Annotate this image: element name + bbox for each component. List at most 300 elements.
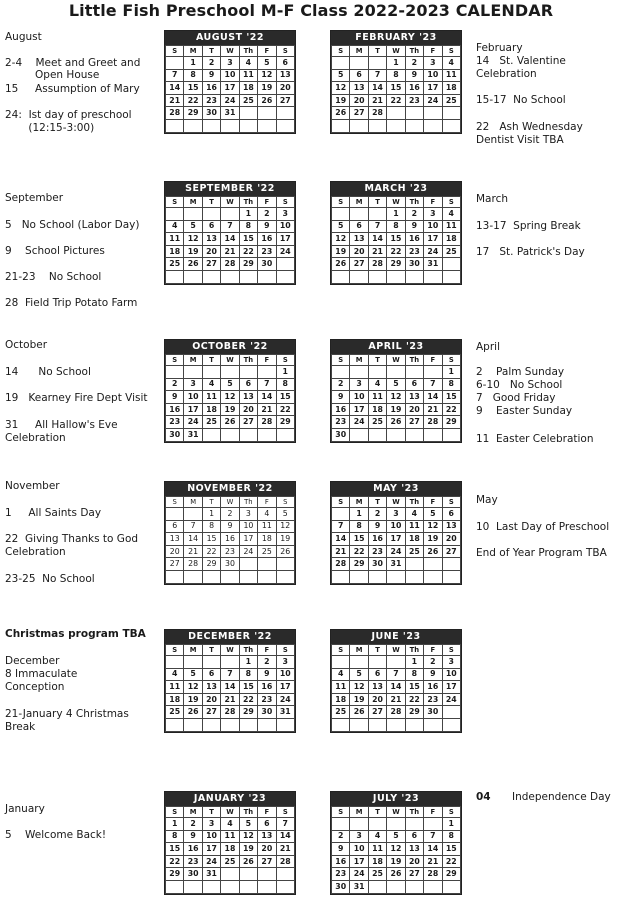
calendar-day-cell: 23: [405, 245, 423, 258]
calendar-day-cell: [221, 270, 239, 283]
calendar-day-cell: 16: [368, 533, 386, 546]
note-feb-month: February: [476, 42, 523, 54]
calendar-day-cell: 30: [332, 428, 350, 441]
calendar-day-cell: 20: [442, 533, 460, 546]
calendar-grid: [331, 644, 461, 732]
calendar-day-cell: [202, 208, 220, 221]
calendar-day-cell: 28: [166, 107, 184, 120]
note-dec-1: 8 Immaculate: [5, 668, 78, 680]
calendar-day-cell: 3: [276, 656, 294, 669]
calendar-day-cell: 5: [184, 668, 202, 681]
note-dec-month: December: [5, 655, 60, 667]
calendar-day-cell: [368, 270, 386, 283]
calendar-day-cell: [166, 270, 184, 283]
weekday-label: W: [221, 355, 239, 366]
calendar-day-cell: 15: [239, 233, 257, 246]
calendar-day-cell: [221, 119, 239, 132]
calendar-day-cell: 11: [442, 69, 460, 82]
calendar-day-cell: 28: [258, 416, 276, 429]
calendar-day-cell: 10: [202, 830, 220, 843]
calendar-day-cell: [239, 119, 257, 132]
calendar-day-cell: 17: [202, 843, 220, 856]
weekday-label: T: [368, 197, 386, 208]
calendar-day-cell: [258, 107, 276, 120]
calendar-day-cell: 22: [184, 94, 202, 107]
calendar-day-cell: 3: [442, 656, 460, 669]
calendar-day-cell: 8: [387, 69, 405, 82]
calendar-day-cell: [332, 270, 350, 283]
note-jul-day: 04: [476, 791, 491, 803]
calendar-day-cell: 30: [424, 706, 442, 719]
calendar-day-cell: 16: [221, 533, 239, 546]
calendar-february-23: [330, 30, 462, 134]
calendar-day-cell: [184, 270, 202, 283]
calendar-day-cell: 21: [332, 545, 350, 558]
calendar-day-cell: 14: [258, 391, 276, 404]
weekday-label: W: [387, 497, 405, 508]
calendar-day-cell: [184, 656, 202, 669]
calendar-day-cell: [239, 558, 257, 571]
calendar-day-cell: 27: [350, 258, 368, 271]
calendar-day-cell: 12: [276, 520, 294, 533]
weekday-row: [166, 355, 295, 366]
calendar-day-cell: 18: [405, 533, 423, 546]
weekday-label: S: [166, 497, 184, 508]
calendar-week-row: [332, 403, 461, 416]
calendar-week-row: [166, 843, 295, 856]
weekday-label: W: [221, 497, 239, 508]
weekday-label: T: [368, 497, 386, 508]
calendar-day-cell: 26: [387, 416, 405, 429]
calendar-day-cell: [387, 270, 405, 283]
calendar-day-cell: [184, 366, 202, 379]
calendar-day-cell: [368, 119, 386, 132]
calendar-day-cell: 20: [202, 693, 220, 706]
calendar-week-row: [166, 558, 295, 571]
calendar-day-cell: [424, 558, 442, 571]
calendar-week-row: [166, 855, 295, 868]
calendar-day-cell: 26: [221, 416, 239, 429]
calendar-day-cell: [332, 656, 350, 669]
calendar-day-cell: 21: [276, 843, 294, 856]
note-apr-month: April: [476, 341, 500, 353]
calendar-day-cell: [350, 57, 368, 70]
calendar-day-cell: 11: [202, 391, 220, 404]
calendar-week-row: [166, 119, 295, 132]
calendar-day-cell: [368, 718, 386, 731]
calendar-day-cell: 14: [368, 82, 386, 95]
calendar-day-cell: 12: [221, 391, 239, 404]
calendar-week-row: [332, 366, 461, 379]
calendar-day-cell: [405, 570, 423, 583]
calendar-day-cell: 16: [332, 855, 350, 868]
calendar-september-22: [164, 181, 296, 285]
calendar-day-cell: 27: [368, 706, 386, 719]
calendar-day-cell: [350, 428, 368, 441]
calendar-week-row: [332, 220, 461, 233]
calendar-day-cell: 28: [184, 558, 202, 571]
calendar-week-row: [332, 428, 461, 441]
calendar-day-cell: 22: [239, 693, 257, 706]
calendar-day-cell: 17: [239, 533, 257, 546]
weekday-label: W: [221, 645, 239, 656]
calendar-week-row: [166, 208, 295, 221]
weekday-label: W: [387, 645, 405, 656]
calendar-day-cell: 18: [368, 855, 386, 868]
weekday-label: T: [202, 46, 220, 57]
calendar-day-cell: 25: [258, 545, 276, 558]
calendar-day-cell: 29: [276, 416, 294, 429]
note-dec-1b: Conception: [5, 681, 65, 693]
calendar-day-cell: 20: [405, 855, 423, 868]
calendar-grid: [331, 496, 461, 584]
calendar-day-cell: 14: [424, 843, 442, 856]
calendar-day-cell: 24: [202, 855, 220, 868]
calendar-day-cell: 19: [184, 245, 202, 258]
calendar-day-cell: [166, 656, 184, 669]
calendar-day-cell: 1: [239, 208, 257, 221]
calendar-day-cell: 31: [276, 706, 294, 719]
calendar-month-header: SEPTEMBER '22: [165, 182, 295, 196]
weekday-label: S: [442, 46, 460, 57]
calendar-day-cell: 27: [239, 416, 257, 429]
calendar-day-cell: [405, 428, 423, 441]
calendar-day-cell: 21: [368, 94, 386, 107]
calendar-day-cell: 10: [239, 520, 257, 533]
calendar-day-cell: [184, 208, 202, 221]
calendar-day-cell: [258, 880, 276, 893]
calendar-day-cell: 14: [387, 681, 405, 694]
calendar-day-cell: 9: [221, 520, 239, 533]
calendar-day-cell: 31: [424, 258, 442, 271]
calendar-day-cell: [184, 119, 202, 132]
calendar-day-cell: 23: [332, 868, 350, 881]
calendar-day-cell: [405, 119, 423, 132]
note-aug-month: August: [5, 31, 42, 43]
calendar-day-cell: 26: [239, 855, 257, 868]
calendar-day-cell: 23: [221, 545, 239, 558]
calendar-grid: [331, 196, 461, 284]
note-apr-2: 6-10 No School: [476, 379, 563, 391]
calendar-week-row: [332, 258, 461, 271]
calendar-day-cell: [424, 107, 442, 120]
calendar-day-cell: 17: [442, 681, 460, 694]
calendar-day-cell: 15: [184, 82, 202, 95]
weekday-label: F: [258, 355, 276, 366]
calendar-day-cell: [202, 428, 220, 441]
calendar-day-cell: 23: [184, 855, 202, 868]
calendar-week-row: [166, 706, 295, 719]
calendar-day-cell: [166, 366, 184, 379]
calendar-day-cell: [424, 366, 442, 379]
calendar-day-cell: 7: [258, 378, 276, 391]
calendar-april-23: [330, 339, 462, 443]
calendar-day-cell: 5: [350, 668, 368, 681]
calendar-day-cell: 18: [258, 533, 276, 546]
calendar-day-cell: [387, 718, 405, 731]
calendar-month-header: AUGUST '22: [165, 31, 295, 45]
calendar-day-cell: [276, 868, 294, 881]
calendar-day-cell: [276, 570, 294, 583]
calendar-day-cell: [442, 428, 460, 441]
weekday-label: W: [221, 807, 239, 818]
calendar-day-cell: [332, 57, 350, 70]
calendar-week-row: [166, 94, 295, 107]
calendar-day-cell: [368, 818, 386, 831]
calendar-day-cell: 29: [350, 558, 368, 571]
calendar-grid: [331, 354, 461, 442]
calendar-day-cell: [202, 366, 220, 379]
calendar-day-cell: 18: [202, 403, 220, 416]
calendar-day-cell: 23: [405, 94, 423, 107]
calendar-day-cell: 5: [276, 508, 294, 521]
weekday-label: M: [350, 807, 368, 818]
weekday-row: [166, 645, 295, 656]
calendar-day-cell: 17: [350, 855, 368, 868]
calendar-day-cell: [368, 880, 386, 893]
calendar-day-cell: 5: [332, 220, 350, 233]
calendar-day-cell: 19: [332, 245, 350, 258]
calendar-day-cell: 11: [405, 520, 423, 533]
weekday-label: Th: [405, 355, 423, 366]
calendar-day-cell: 5: [221, 378, 239, 391]
calendar-day-cell: [350, 818, 368, 831]
calendar-day-cell: 4: [405, 508, 423, 521]
note-sep-month: September: [5, 192, 64, 204]
calendar-day-cell: 27: [405, 868, 423, 881]
calendar-day-cell: 27: [405, 416, 423, 429]
calendar-week-row: [166, 533, 295, 546]
weekday-label: S: [332, 355, 350, 366]
calendar-day-cell: 16: [405, 82, 423, 95]
calendar-month-header: JULY '23: [331, 792, 461, 806]
calendar-day-cell: [258, 428, 276, 441]
calendar-day-cell: 19: [258, 82, 276, 95]
calendar-day-cell: 5: [258, 57, 276, 70]
weekday-label: S: [276, 497, 294, 508]
calendar-day-cell: 11: [166, 681, 184, 694]
calendar-day-cell: 5: [184, 220, 202, 233]
calendar-day-cell: 6: [202, 220, 220, 233]
note-sep-1: 5 No School (Labor Day): [5, 219, 140, 231]
weekday-label: F: [258, 497, 276, 508]
calendar-month-header: MAY '23: [331, 482, 461, 496]
calendar-day-cell: [405, 558, 423, 571]
calendar-day-cell: 30: [166, 428, 184, 441]
note-sep-3: 21-23 No School: [5, 271, 102, 283]
calendar-day-cell: [166, 119, 184, 132]
calendar-day-cell: [221, 718, 239, 731]
calendar-day-cell: 20: [258, 843, 276, 856]
calendar-day-cell: [350, 718, 368, 731]
calendar-week-row: [332, 391, 461, 404]
note-sep-4: 28 Field Trip Potato Farm: [5, 297, 138, 309]
note-may-1: 10 Last Day of Preschool: [476, 521, 610, 533]
note-mar-month: March: [476, 193, 509, 205]
calendar-day-cell: 6: [166, 520, 184, 533]
calendar-day-cell: 1: [405, 656, 423, 669]
calendar-day-cell: [387, 119, 405, 132]
calendar-grid: [165, 45, 295, 133]
calendar-day-cell: 14: [368, 233, 386, 246]
calendar-day-cell: [276, 428, 294, 441]
calendar-week-row: [332, 69, 461, 82]
calendar-day-cell: 31: [387, 558, 405, 571]
calendar-day-cell: [221, 570, 239, 583]
calendar-day-cell: [166, 508, 184, 521]
calendar-month-header: DECEMBER '22: [165, 630, 295, 644]
calendar-day-cell: 13: [166, 533, 184, 546]
note-mar-2: 17 St. Patrick's Day: [476, 246, 585, 258]
calendar-day-cell: 21: [424, 403, 442, 416]
calendar-day-cell: [424, 119, 442, 132]
note-oct-3: 31 All Hallow's Eve: [5, 419, 118, 431]
calendar-day-cell: 16: [405, 233, 423, 246]
calendar-day-cell: 30: [332, 880, 350, 893]
calendar-day-cell: 11: [332, 681, 350, 694]
calendar-day-cell: [387, 366, 405, 379]
weekday-row: [166, 807, 295, 818]
calendar-day-cell: 31: [202, 868, 220, 881]
page-title: Little Fish Preschool M-F Class 2022-2023 CALENDAR: [68, 1, 554, 20]
calendar-day-cell: 12: [184, 233, 202, 246]
calendar-grid: [165, 196, 295, 284]
calendar-day-cell: 25: [405, 545, 423, 558]
calendar-day-cell: [368, 656, 386, 669]
calendar-day-cell: [350, 366, 368, 379]
calendar-day-cell: 4: [166, 668, 184, 681]
calendar-day-cell: [350, 208, 368, 221]
calendar-day-cell: 26: [184, 258, 202, 271]
calendar-day-cell: 21: [184, 545, 202, 558]
calendar-day-cell: 1: [184, 57, 202, 70]
calendar-week-row: [332, 245, 461, 258]
weekday-label: Th: [405, 807, 423, 818]
calendar-week-row: [166, 693, 295, 706]
calendar-week-row: [166, 830, 295, 843]
calendar-day-cell: 13: [350, 233, 368, 246]
weekday-label: M: [350, 645, 368, 656]
calendar-day-cell: 10: [276, 220, 294, 233]
calendar-week-row: [332, 416, 461, 429]
calendar-day-cell: 18: [221, 843, 239, 856]
calendar-day-cell: 3: [424, 57, 442, 70]
calendar-day-cell: 6: [368, 668, 386, 681]
calendar-day-cell: 24: [350, 868, 368, 881]
weekday-label: Th: [239, 46, 257, 57]
calendar-day-cell: [442, 270, 460, 283]
calendar-day-cell: [276, 258, 294, 271]
note-nov-2b: Celebration: [5, 546, 66, 558]
calendar-day-cell: 8: [202, 520, 220, 533]
calendar-day-cell: 15: [202, 533, 220, 546]
calendar-day-cell: [350, 656, 368, 669]
calendar-day-cell: 27: [258, 855, 276, 868]
calendar-day-cell: 25: [368, 416, 386, 429]
weekday-row: [166, 497, 295, 508]
calendar-week-row: [332, 545, 461, 558]
calendar-day-cell: 22: [387, 245, 405, 258]
calendar-day-cell: 6: [405, 378, 423, 391]
calendar-day-cell: [239, 570, 257, 583]
calendar-day-cell: 15: [442, 843, 460, 856]
weekday-label: Th: [239, 197, 257, 208]
calendar-day-cell: [202, 656, 220, 669]
weekday-label: S: [332, 645, 350, 656]
calendar-day-cell: 19: [424, 533, 442, 546]
calendar-day-cell: 1: [387, 208, 405, 221]
calendar-day-cell: 2: [332, 378, 350, 391]
calendar-day-cell: 8: [239, 668, 257, 681]
calendar-week-row: [166, 391, 295, 404]
weekday-label: W: [221, 46, 239, 57]
calendar-week-row: [332, 233, 461, 246]
weekday-label: M: [184, 355, 202, 366]
calendar-day-cell: [405, 718, 423, 731]
calendar-day-cell: 7: [424, 378, 442, 391]
calendar-day-cell: 14: [221, 681, 239, 694]
calendar-day-cell: 2: [405, 208, 423, 221]
calendar-day-cell: 9: [202, 69, 220, 82]
calendar-week-row: [332, 656, 461, 669]
weekday-label: T: [202, 497, 220, 508]
calendar-day-cell: [202, 718, 220, 731]
weekday-label: F: [424, 46, 442, 57]
calendar-day-cell: 4: [442, 208, 460, 221]
calendar-day-cell: [258, 119, 276, 132]
weekday-label: S: [332, 46, 350, 57]
calendar-day-cell: 14: [276, 830, 294, 843]
calendar-day-cell: 8: [405, 668, 423, 681]
calendar-day-cell: [442, 570, 460, 583]
weekday-label: F: [258, 197, 276, 208]
calendar-day-cell: 17: [424, 82, 442, 95]
note-jul-text: Independence Day: [512, 791, 611, 803]
calendar-week-row: [332, 855, 461, 868]
calendar-december-22: [164, 629, 296, 733]
note-nov-3: 23-25 No School: [5, 573, 95, 585]
calendar-day-cell: [442, 706, 460, 719]
weekday-label: S: [442, 497, 460, 508]
calendar-day-cell: [442, 107, 460, 120]
calendar-day-cell: 3: [387, 508, 405, 521]
calendar-week-row: [166, 508, 295, 521]
calendar-day-cell: 11: [442, 220, 460, 233]
calendar-day-cell: [184, 508, 202, 521]
calendar-day-cell: 7: [184, 520, 202, 533]
note-dec-2b: Break: [5, 721, 36, 733]
calendar-day-cell: 6: [350, 220, 368, 233]
calendar-day-cell: 11: [221, 830, 239, 843]
calendar-day-cell: 25: [166, 258, 184, 271]
calendar-week-row: [166, 233, 295, 246]
calendar-grid: [165, 644, 295, 732]
calendar-day-cell: [387, 656, 405, 669]
calendar-day-cell: 29: [387, 258, 405, 271]
calendar-day-cell: 2: [221, 508, 239, 521]
note-christmas-program: Christmas program TBA: [5, 628, 146, 640]
weekday-label: Th: [405, 197, 423, 208]
calendar-week-row: [332, 868, 461, 881]
calendar-grid: [165, 496, 295, 584]
calendar-day-cell: 20: [350, 94, 368, 107]
calendar-june-23: [330, 629, 462, 733]
calendar-day-cell: 1: [387, 57, 405, 70]
calendar-day-cell: 16: [258, 233, 276, 246]
calendar-day-cell: 11: [368, 843, 386, 856]
weekday-row: [332, 807, 461, 818]
calendar-day-cell: [442, 880, 460, 893]
